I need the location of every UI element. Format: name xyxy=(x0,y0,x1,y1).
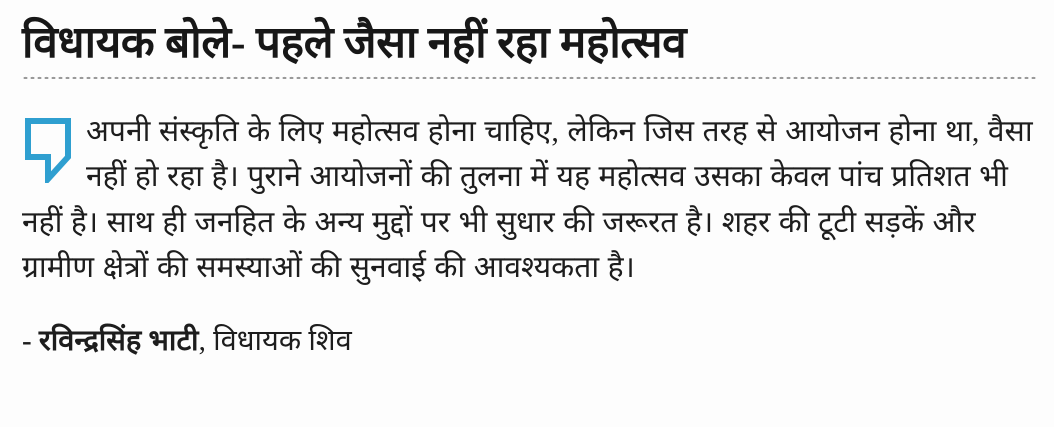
quote-mark-icon xyxy=(24,117,76,183)
attribution xyxy=(22,321,1036,362)
attribution-name: रविन्द्रसिंह भाटी xyxy=(38,324,199,357)
attribution-dash: - xyxy=(22,324,39,357)
article-body-container xyxy=(22,109,1036,362)
article-body-text: अपनी संस्कृति के लिए महोत्सव होना चाहिए, लेकिन जिस तरह से आयोजन होना था, वैसा नहीं हो रहा है। पुराने आयोजनों की तुलना में यह महोत्सव उसका केवल पांच प्रतिशत भी नहीं है। साथ ही जनहित के अन्य मुद्दों पर भी सुधार की जरूरत है। शहर की टूटी सड़कें और ग्रामीण क्षेत्रों की समस्याओं की सुनवाई की आवश्यकता है। xyxy=(22,114,1033,285)
dotted-divider xyxy=(22,75,1036,79)
page-title: विधायक बोले- पहले जैसा नहीं रहा महोत्सव xyxy=(22,18,687,67)
attribution-title: , विधायक शिव xyxy=(198,324,352,357)
